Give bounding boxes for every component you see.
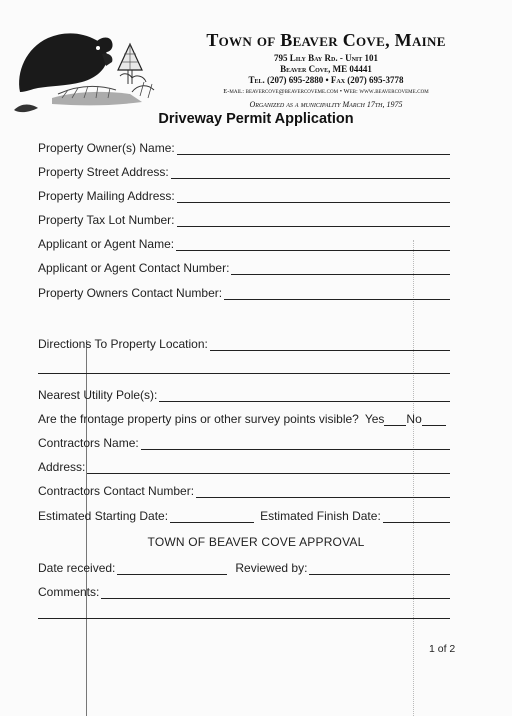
street-address-field[interactable] — [171, 166, 450, 179]
comments-field[interactable] — [101, 586, 450, 599]
comments-row — [38, 583, 450, 599]
contractor-contact-field[interactable] — [196, 485, 450, 498]
applicant-name-field[interactable] — [176, 238, 450, 251]
town-phone: Tel. (207) 695-2880 • Fax (207) 695-3778 — [248, 75, 404, 85]
owner-contact-row — [38, 284, 450, 300]
applicant-name-row — [38, 235, 450, 251]
approval-heading: TOWN OF BEAVER COVE APPROVAL — [147, 535, 365, 549]
reviewed-by-label: Reviewed by: — [235, 561, 308, 575]
contractor-address-row — [38, 458, 450, 474]
applicant-contact-label: Applicant or Agent Contact Number: — [38, 261, 230, 275]
directions-label: Directions To Property Location: — [38, 337, 208, 351]
frontage-question: Are the frontage property pins or other survey points visible? — [38, 412, 359, 426]
start-date-field[interactable] — [170, 510, 254, 523]
finish-date-field[interactable] — [383, 510, 450, 523]
no-label: No — [406, 412, 422, 426]
owner-contact-label: Property Owners Contact Number: — [38, 286, 223, 300]
comments-extra-line[interactable] — [38, 618, 450, 619]
street-address-row — [38, 163, 450, 179]
applicant-name-label: Applicant or Agent Name: — [38, 237, 175, 251]
contractor-address-field[interactable] — [87, 461, 450, 474]
dates-row — [38, 507, 450, 523]
owner-contact-field[interactable] — [224, 287, 450, 300]
page-number: 1 of 2 — [429, 643, 456, 655]
contractor-address-label: Address: — [38, 460, 86, 474]
tax-lot-label: Property Tax Lot Number: — [38, 213, 175, 227]
contractor-name-field[interactable] — [141, 437, 450, 450]
start-date-label: Estimated Starting Date: — [38, 509, 169, 523]
reviewed-by-field[interactable] — [309, 562, 450, 575]
street-address-label: Property Street Address: — [38, 165, 169, 179]
yes-field[interactable] — [384, 413, 406, 426]
utility-poles-field[interactable] — [159, 389, 450, 402]
owner-name-row — [38, 139, 450, 155]
beaver-logo-icon — [12, 22, 162, 114]
comments-label: Comments: — [38, 585, 100, 599]
date-received-field[interactable] — [117, 562, 227, 575]
yes-label: Yes — [364, 412, 385, 426]
town-email-web: E-mail: beavercove@beavercoveme.com • Web: www.beavercoveme.com — [223, 88, 429, 95]
approval-row — [38, 559, 450, 575]
contractor-name-row — [38, 434, 450, 450]
applicant-contact-row — [38, 259, 450, 275]
town-name: Town of Beaver Cove, Maine — [206, 30, 446, 50]
letterhead — [0, 0, 512, 112]
tax-lot-row — [38, 211, 450, 227]
directions-row — [38, 335, 450, 351]
directions-extra-line[interactable] — [38, 373, 450, 374]
contractor-contact-label: Contractors Contact Number: — [38, 484, 195, 498]
scan-artifact-line — [413, 240, 414, 716]
contractor-name-label: Contractors Name: — [38, 436, 139, 450]
frontage-row — [38, 410, 450, 426]
tax-lot-field[interactable] — [177, 214, 450, 227]
owner-name-field[interactable] — [177, 142, 450, 155]
town-address: 795 Lily Bay Rd. - Unit 101 — [274, 53, 378, 63]
owner-name-label: Property Owner(s) Name: — [38, 141, 175, 155]
town-organized: Organized as a municipality March 17th, 1975 — [249, 100, 403, 109]
mailing-address-row — [38, 187, 450, 203]
utility-poles-row — [38, 386, 450, 402]
contractor-contact-row — [38, 482, 450, 498]
mailing-address-label: Property Mailing Address: — [38, 189, 175, 203]
utility-poles-label: Nearest Utility Pole(s): — [38, 388, 158, 402]
form-title: Driveway Permit Application — [158, 111, 354, 127]
directions-field[interactable] — [210, 338, 450, 351]
finish-date-label: Estimated Finish Date: — [260, 509, 381, 523]
applicant-contact-field[interactable] — [231, 262, 450, 275]
town-city: Beaver Cove, ME 04441 — [280, 64, 372, 74]
no-field[interactable] — [422, 413, 446, 426]
date-received-label: Date received: — [38, 561, 116, 575]
mailing-address-field[interactable] — [177, 190, 450, 203]
